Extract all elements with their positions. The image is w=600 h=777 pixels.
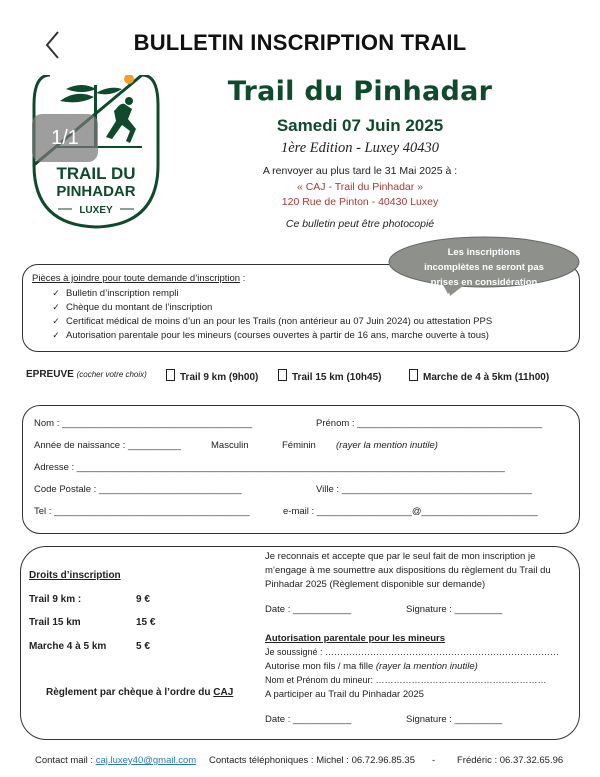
logo-line-3: LUXEY — [79, 205, 113, 216]
parental-heading — [265, 633, 445, 644]
gender-hint: (rayer la mention inutile) — [336, 440, 438, 451]
return-deadline: A renvoyer au plus tard le 31 Mai 2025 à : — [262, 165, 458, 177]
footer-contact — [35, 755, 196, 766]
document-item-text: Autorisation parentale pour les mineurs (courses ouvertes à partir de 16 ans, marche ouverte à tous) — [66, 330, 489, 341]
epreuve-hint: (cocher votre choix) — [76, 370, 147, 379]
documents-heading-text: Pièces à joindre pour toute demande d’inscription — [32, 273, 241, 284]
soussigne-field[interactable]: Je soussigné : …………………………………………………………………… — [265, 647, 560, 657]
mail-label: Contact mail : — [35, 755, 96, 766]
contact-email-link[interactable]: caj.luxey40@gmail.com — [95, 755, 197, 766]
prenom-field[interactable]: Prénom : ___________________________________ — [316, 418, 543, 429]
fee-label: Trail 9 km : — [29, 594, 82, 605]
checkbox[interactable] — [409, 369, 418, 381]
epreuve-option-trail-9[interactable] — [166, 369, 258, 383]
document-item — [46, 302, 212, 313]
fee-price: 15 € — [136, 617, 156, 628]
event-edition: 1ère Edition - Luxey 40430 — [280, 140, 440, 156]
code-postal-field[interactable]: Code Postale : ___________________________ — [34, 484, 242, 495]
recipient: « CAJ - Trail du Pinhadar » — [296, 181, 424, 193]
bubble-line: Les inscriptions — [447, 247, 521, 258]
document-item-text: Chèque du montant de l’inscription — [66, 302, 213, 313]
option-label: Marche de 4 à 5km (11h00) — [423, 372, 550, 383]
document-item-text: Bulletin d’inscription rempli — [66, 288, 179, 299]
gender-feminin[interactable]: Féminin — [282, 440, 316, 451]
option-label: Trail 15 km (10h45) — [292, 372, 382, 383]
logo-line-2: PINHADAR — [56, 183, 136, 200]
page-title: BULLETIN INSCRIPTION TRAIL — [133, 30, 467, 55]
logo-line-1: TRAIL DU — [56, 164, 136, 183]
email-field[interactable]: e-mail : __________________@______________________ — [283, 506, 538, 517]
documents-heading-colon: : — [240, 273, 246, 284]
footer-frederic: Frédéric : 06.37.32.65.96 — [457, 755, 564, 766]
gender-masculin[interactable]: Masculin — [211, 440, 249, 451]
epreuve-option-marche[interactable] — [409, 369, 549, 383]
document-item-text: Certificat médical de moins d’un an pour les Trails (non antérieur au 07 Juin 2024) ou attestation PPS — [66, 316, 493, 327]
bubble-line: incomplètes ne seront pas — [424, 262, 544, 273]
participer-text: A participer au Trail du Pinhadar 2025 — [265, 689, 424, 700]
document-item — [46, 288, 178, 299]
document-item — [46, 330, 489, 341]
autorise-line — [265, 661, 478, 672]
agreement-text: Je reconnais et accepte que par le seul fait de mon inscription je m’engage à me soumettre aux dispositions du règlement du Trail du Pinhadar 2025 (Règlement disponible sur demande) — [265, 551, 551, 590]
footer-phones: Contacts téléphoniques : Michel : 06.72.96.85.35 — [209, 755, 415, 766]
autorise-hint: (rayer la mention inutile) — [375, 661, 478, 672]
fees-heading-text: Droits d’inscription — [29, 570, 121, 581]
checkbox[interactable] — [278, 369, 287, 381]
check-icon: ✓ — [52, 330, 60, 340]
annee-field[interactable]: Année de naissance : __________ — [34, 440, 181, 451]
bubble-line: prises en considération — [430, 277, 538, 288]
photocopy-note: Ce bulletin peut être photocopié — [285, 218, 435, 230]
agreement-signature-field[interactable]: Signature : _________ — [406, 604, 503, 615]
checkbox[interactable] — [166, 369, 175, 381]
payment-payee: CAJ — [213, 687, 234, 698]
parental-date-field[interactable]: Date : ___________ — [265, 714, 352, 725]
fee-price: 9 € — [136, 594, 150, 605]
footer-separator: - — [432, 755, 436, 766]
check-icon: ✓ — [52, 288, 60, 298]
epreuve-label-text: EPREUVE — [26, 369, 74, 380]
payment-prefix: Règlement par chèque à l’ordre du — [46, 687, 214, 698]
tel-field[interactable]: Tel : _____________________________________ — [34, 506, 250, 517]
mineur-field[interactable]: Nom et Prénom du mineur: ………………………………………………… — [265, 675, 547, 685]
check-icon: ✓ — [52, 316, 60, 326]
epreuve-label — [26, 369, 147, 380]
address: 120 Rue de Pinton - 40430 Luxey — [281, 196, 439, 208]
event-date: Samedi 07 Juin 2025 — [276, 116, 444, 135]
warning-bubble-text — [388, 245, 580, 290]
autorise-text: Autorise mon fils / ma fille — [265, 661, 376, 672]
fee-price: 5 € — [136, 641, 150, 652]
documents-heading — [32, 273, 245, 284]
option-label: Trail 9 km (9h00) — [180, 372, 259, 383]
ville-field[interactable]: Ville : ____________________________________ — [316, 484, 532, 495]
fee-label: Trail 15 km — [29, 617, 81, 628]
check-icon: ✓ — [52, 302, 60, 312]
agreement-date-field[interactable]: Date : ___________ — [265, 604, 352, 615]
fee-label: Marche 4 à 5 km — [29, 641, 107, 652]
adresse-field[interactable]: Adresse : _________________________________________________________________________________ — [34, 462, 505, 473]
epreuve-option-trail-15[interactable] — [278, 369, 382, 383]
document-item — [46, 316, 492, 327]
fees-heading — [29, 570, 121, 581]
event-title: Trail du Pinhadar — [227, 76, 493, 107]
parental-heading-text: Autorisation parentale pour les mineurs — [265, 633, 446, 644]
nom-field[interactable]: Nom : ____________________________________ — [34, 418, 253, 429]
page-indicator: 1/1 — [32, 114, 98, 162]
parental-signature-field[interactable]: Signature : _________ — [406, 714, 503, 725]
payment-instruction — [46, 687, 233, 698]
